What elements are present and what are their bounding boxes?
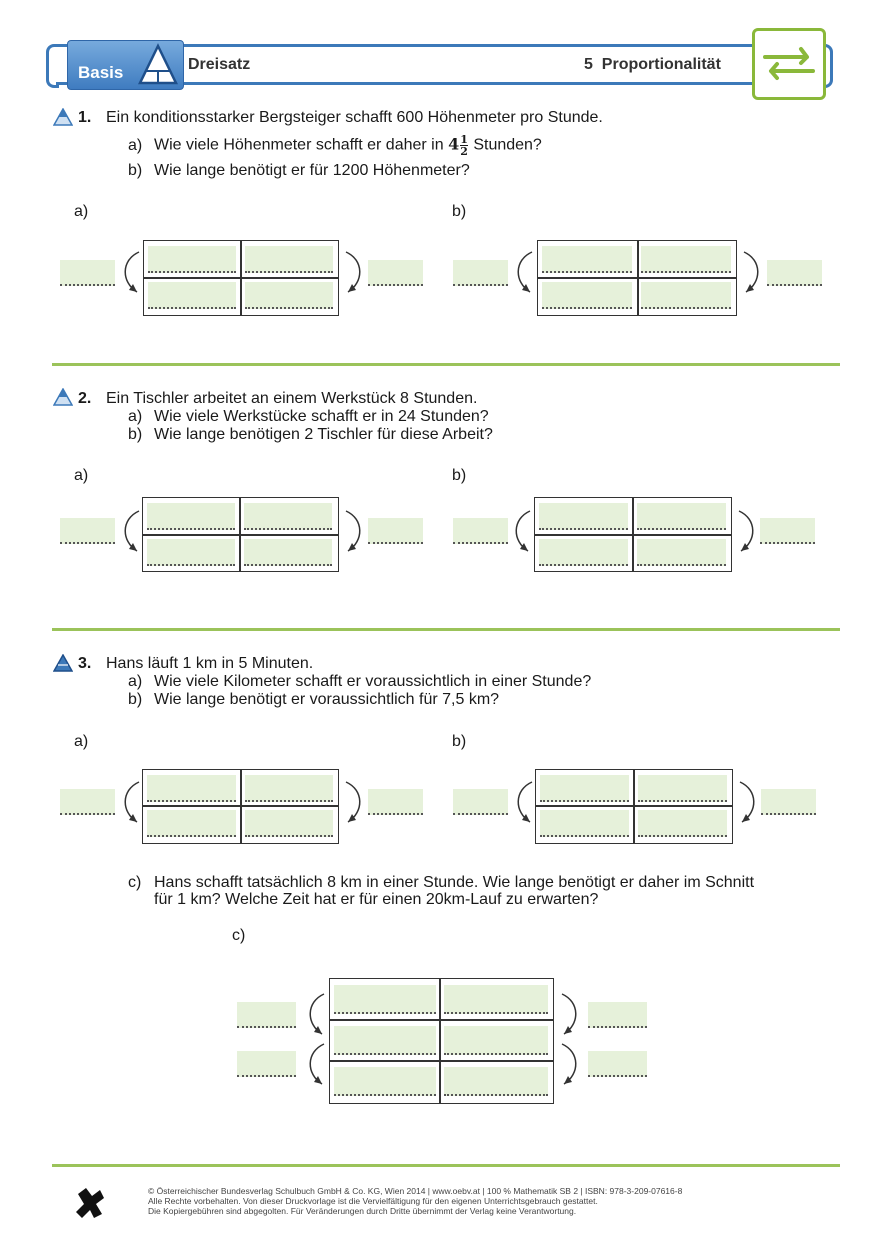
- side-input-right[interactable]: [761, 789, 816, 815]
- task-text: Ein konditionsstarker Bergsteiger schafft 600 Höhenmeter pro Stunde.: [106, 109, 603, 126]
- side-input-left[interactable]: [453, 260, 508, 286]
- curved-arrow-icon: [340, 778, 370, 828]
- side-input-left[interactable]: [60, 518, 115, 544]
- subtask-a: [128, 134, 542, 157]
- curved-arrow-icon: [734, 778, 764, 828]
- table-cell-input[interactable]: [334, 1026, 436, 1055]
- side-input-right[interactable]: [767, 260, 822, 286]
- table-cell-input[interactable]: [244, 503, 332, 530]
- side-input-left[interactable]: [60, 789, 115, 815]
- footer-copyright: © Österreichischer Bundesverlag Schulbuch GmbH & Co. KG, Wien 2014 | www.oebv.at | 100 % Mathematik SB 2 | ISBN: 978-3-209-07616-8: [148, 1186, 683, 1196]
- curved-arrow-icon: [340, 507, 370, 557]
- subtask-label: b): [128, 426, 143, 443]
- table-cell-input[interactable]: [147, 775, 236, 802]
- side-input-left[interactable]: [453, 518, 508, 544]
- part-label-b: b): [452, 733, 467, 750]
- subtask-text: Wie viele Werkstücke schafft er in 24 Stunden?: [154, 408, 489, 425]
- task-number: 2.: [78, 390, 92, 407]
- subtask-c-line2: für 1 km? Welche Zeit hat er für einen 20km-Lauf zu erwarten?: [154, 891, 599, 908]
- subtask-label: a): [128, 136, 143, 154]
- subtask-label: b): [128, 162, 143, 179]
- table-cell-input[interactable]: [641, 282, 731, 309]
- mixed-number-whole: 4: [448, 134, 460, 154]
- table-cell-input[interactable]: [334, 985, 436, 1014]
- fraction-numerator: 1: [460, 133, 468, 146]
- table-cell-input[interactable]: [444, 985, 548, 1014]
- swap-arrows-icon: [755, 31, 823, 97]
- table-cell-input[interactable]: [147, 503, 235, 530]
- table-cell-input[interactable]: [245, 246, 333, 273]
- curved-arrow-icon: [556, 1040, 586, 1090]
- curved-arrow-icon: [115, 778, 145, 828]
- subtask-a: [128, 673, 591, 691]
- side-input-left[interactable]: [237, 1002, 296, 1028]
- separator-line: [52, 628, 840, 631]
- table-cell-input[interactable]: [147, 539, 235, 566]
- curved-arrow-icon: [733, 507, 763, 557]
- basis-label: Basis: [78, 63, 124, 82]
- side-input-left[interactable]: [60, 260, 115, 286]
- curved-arrow-icon: [508, 778, 538, 828]
- subtask-text: Wie lange benötigt er für 1200 Höhenmeter?: [154, 162, 470, 179]
- subtask-b: [128, 426, 493, 444]
- curved-arrow-icon: [300, 1040, 330, 1090]
- side-input-left[interactable]: [453, 789, 508, 815]
- subtask-label: b): [128, 691, 143, 708]
- fraction-denominator: 2: [460, 145, 468, 158]
- table-cell-input[interactable]: [539, 503, 628, 530]
- subtask-label: c): [128, 874, 142, 891]
- level-triangle-icon: [53, 654, 73, 672]
- curved-arrow-icon: [340, 248, 370, 298]
- subtask-b: [128, 691, 499, 709]
- side-input-left[interactable]: [237, 1051, 296, 1077]
- curved-arrow-icon: [508, 248, 538, 298]
- subtask-text: Hans schafft tatsächlich 8 km in einer Stunde. Wie lange benötigt er daher im Schnitt: [154, 874, 755, 891]
- footer-separator: [52, 1164, 840, 1167]
- table-cell-input[interactable]: [444, 1026, 548, 1055]
- table-cell-input[interactable]: [245, 810, 333, 837]
- table-cell-input[interactable]: [542, 246, 632, 273]
- side-input-right[interactable]: [588, 1002, 647, 1028]
- part-label-a: a): [74, 467, 89, 484]
- side-input-right[interactable]: [368, 260, 423, 286]
- table-cell-input[interactable]: [638, 810, 727, 837]
- curved-arrow-icon: [300, 990, 330, 1040]
- table-cell-input[interactable]: [539, 539, 628, 566]
- part-label-c: c): [232, 927, 246, 944]
- level-triangle-icon: [53, 108, 73, 126]
- subtask-label: a): [128, 673, 143, 690]
- task-text: Ein Tischler arbeitet an einem Werkstück 8 Stunden.: [106, 390, 478, 407]
- part-label-b: b): [452, 203, 467, 220]
- table-cell-input[interactable]: [641, 246, 731, 273]
- header-right-title: 5 Proportionalität: [584, 56, 721, 73]
- subtask-text-end: Stunden?: [468, 136, 542, 154]
- triangle-icon: [136, 43, 180, 87]
- part-label-a: a): [74, 733, 89, 750]
- footer-rights: Alle Rechte vorbehalten. Von dieser Druckvorlage ist die Vervielfältigung für den eigenen Unterrichtsgebrauch gestattet.: [148, 1196, 598, 1206]
- table-cell-input[interactable]: [334, 1067, 436, 1096]
- level-triangle-icon: [53, 388, 73, 406]
- curved-arrow-icon: [556, 990, 586, 1040]
- basis-logo: [67, 40, 184, 90]
- task-number: 1.: [78, 109, 92, 126]
- subtask-b: [128, 162, 470, 180]
- curved-arrow-icon: [506, 507, 536, 557]
- subtask-text: Wie viele Kilometer schafft er voraussichtlich in einer Stunde?: [154, 673, 592, 690]
- table-cell-input[interactable]: [540, 775, 629, 802]
- table-cell-input[interactable]: [244, 539, 332, 566]
- part-label-b: b): [452, 467, 467, 484]
- side-input-right[interactable]: [368, 518, 423, 544]
- subtask-text: Wie viele Höhenmeter schafft er daher in: [154, 136, 449, 154]
- separator-line: [52, 363, 840, 366]
- table-cell-input[interactable]: [245, 775, 333, 802]
- fraction: [460, 134, 468, 157]
- side-input-right[interactable]: [760, 518, 815, 544]
- table-cell-input[interactable]: [638, 775, 727, 802]
- task-number: 3.: [78, 655, 92, 672]
- table-cell-input[interactable]: [637, 539, 726, 566]
- curved-arrow-icon: [115, 248, 145, 298]
- part-label-a: a): [74, 203, 89, 220]
- table-cell-input[interactable]: [542, 282, 632, 309]
- subtask-c: [128, 874, 754, 892]
- curved-arrow-icon: [115, 507, 145, 557]
- table-cell-input[interactable]: [245, 282, 333, 309]
- proportion-logo: [752, 28, 826, 100]
- table-cell-input[interactable]: [540, 810, 629, 837]
- table-cell-input[interactable]: [637, 503, 726, 530]
- header-left-title: Dreisatz: [188, 56, 251, 73]
- curved-arrow-icon: [738, 248, 768, 298]
- footer-disclaimer: Die Kopiergebühren sind abgegolten. Für Veränderungen durch Dritte übernimmt der Verlag keine Verantwortung.: [148, 1206, 577, 1216]
- side-input-right[interactable]: [368, 789, 423, 815]
- subtask-a: [128, 408, 489, 426]
- table-cell-input[interactable]: [147, 810, 236, 837]
- table-cell-input[interactable]: [148, 282, 236, 309]
- subtask-label: a): [128, 408, 143, 425]
- table-cell-input[interactable]: [148, 246, 236, 273]
- table-cell-input[interactable]: [444, 1067, 548, 1096]
- side-input-right[interactable]: [588, 1051, 647, 1077]
- subtask-text: Wie lange benötigen 2 Tischler für diese Arbeit?: [154, 426, 493, 443]
- subtask-text: Wie lange benötigt er voraussichtlich für 7,5 km?: [154, 691, 500, 708]
- publisher-logo-icon: [72, 1184, 110, 1222]
- task-text: Hans läuft 1 km in 5 Minuten.: [106, 655, 314, 672]
